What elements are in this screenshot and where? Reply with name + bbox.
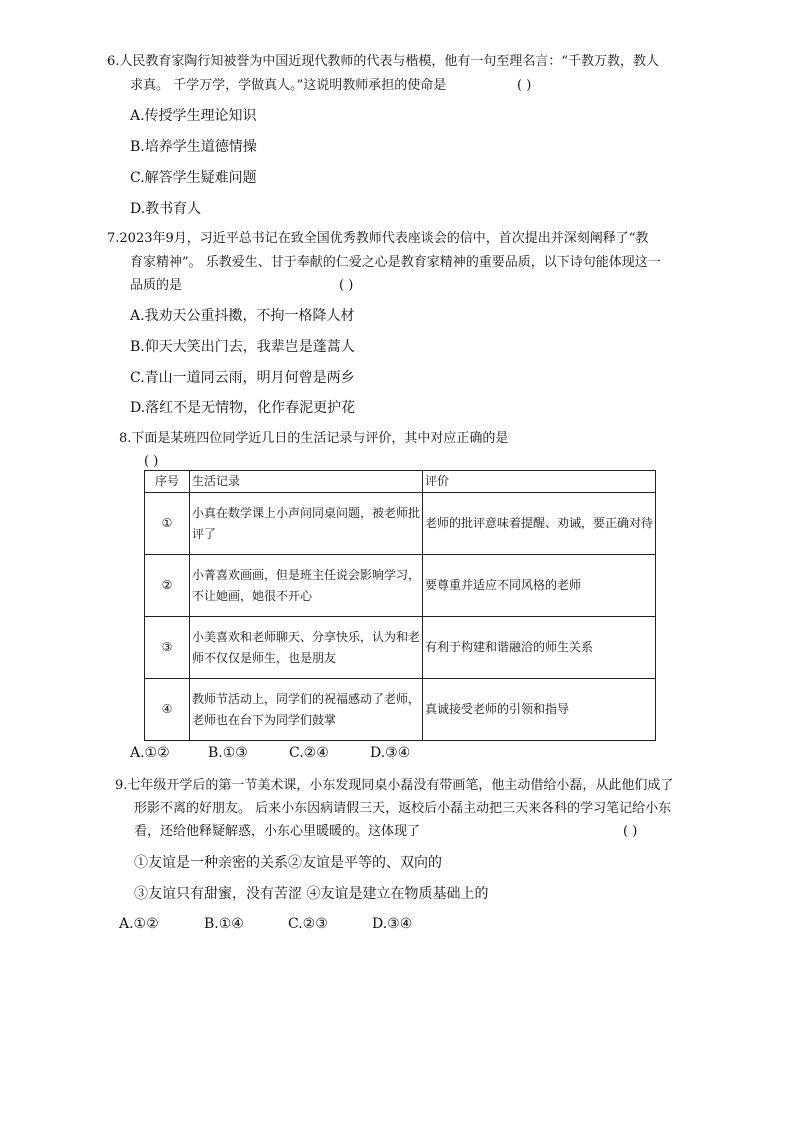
table-row xyxy=(145,679,656,741)
row-index: ② xyxy=(145,555,190,617)
row-index: ④ xyxy=(145,679,190,741)
q7-option-c: C.青山一道同云雨，明月何曾是两乡 xyxy=(130,370,355,386)
q9-statements-line1: ①友谊是一种亲密的关系②友谊是平等的、双向的 xyxy=(134,855,442,871)
table-row xyxy=(145,617,656,679)
q8-choice-d: D.③④ xyxy=(370,745,411,761)
q8-choice-a: A.①② xyxy=(130,745,170,761)
q7-stem-line2: 育家精神”。 乐教爱生、甘于奉献的仁爱之心是教育家精神的重要品质，以下诗句能体现这一 xyxy=(130,255,661,270)
row-record: 教师节活动上，同学们的祝福感动了老师，老师也在台下为同学们鼓掌 xyxy=(190,679,423,741)
q8-choice-b: B.①③ xyxy=(208,745,248,761)
row-index: ③ xyxy=(145,617,190,679)
q6-answer-bracket: ( ) xyxy=(517,78,532,93)
row-index: ① xyxy=(145,493,190,555)
table-row xyxy=(145,493,656,555)
q6-stem-line2: 求真。 千学万学，学做真人。”这说明教师承担的使命是 xyxy=(130,78,447,93)
table-row xyxy=(145,555,656,617)
q9-answer-bracket: ( ) xyxy=(623,824,638,839)
q9-stem-line2: 形影不离的好朋友。 后来小东因病请假三天，返校后小磊主动把三天来各科的学习笔记给小东 xyxy=(134,801,672,816)
q9-stem-line1: 9.七年级开学后的第一节美术课，小东发现同桌小磊没有带画笔，他主动借给小磊，从此他们成了 xyxy=(115,778,674,793)
q9-choice-a: A.①② xyxy=(119,916,159,932)
header-index: 序号 xyxy=(145,471,190,493)
q8-stem: 8.下面是某班四位同学近几日的生活记录与评价，其中对应正确的是 xyxy=(119,431,509,446)
q9-choice-d: D.③④ xyxy=(372,916,413,932)
q7-option-b: B.仰天大笑出门去，我辈岂是蓬蒿人 xyxy=(130,339,355,355)
row-evaluation: 真诚接受老师的引领和指导 xyxy=(423,679,656,741)
q9-choice-b: B.①④ xyxy=(204,916,244,932)
q7-option-a: A.我劝天公重抖擞，不拘一格降人材 xyxy=(130,308,355,324)
q8-answer-bracket: ( ) xyxy=(144,454,159,469)
row-record: 小真在数学课上小声问同桌问题，被老师批评了 xyxy=(190,493,423,555)
q9-choice-c: C.②③ xyxy=(288,916,328,932)
q9-stem-line3: 看，还给他释疑解惑，小东心里暖暖的。这体现了 xyxy=(134,824,421,839)
row-record: 小美喜欢和老师聊天、分享快乐，认为和老师不仅仅是师生，也是朋友 xyxy=(190,617,423,679)
q6-option-c: C.解答学生疑难问题 xyxy=(130,170,257,186)
row-record: 小菁喜欢画画，但是班主任说会影响学习，不让她画，她很不开心 xyxy=(190,555,423,617)
row-evaluation: 老师的批评意味着提醒、劝诫，要正确对待 xyxy=(423,493,656,555)
q7-answer-bracket: ( ) xyxy=(339,278,354,293)
row-evaluation: 有利于构建和谐融洽的师生关系 xyxy=(423,617,656,679)
q6-option-d: D.教书育人 xyxy=(130,201,202,217)
table-header-row xyxy=(145,471,656,493)
q6-option-a: A.传授学生理论知识 xyxy=(130,108,257,124)
q9-statements-line2: ③友谊只有甜蜜，没有苦涩 ④友谊是建立在物质基础上的 xyxy=(134,886,489,902)
header-evaluation: 评价 xyxy=(423,471,656,493)
q6-option-b: B.培养学生道德情操 xyxy=(130,139,257,155)
row-evaluation: 要尊重并适应不同风格的老师 xyxy=(423,555,656,617)
q7-stem-line3: 品质的是 xyxy=(130,278,183,293)
q7-option-d: D.落红不是无情物，化作春泥更护花 xyxy=(130,400,356,416)
q8-record-table xyxy=(144,470,656,741)
header-record: 生活记录 xyxy=(190,471,423,493)
q8-choice-c: C.②④ xyxy=(289,745,329,761)
q7-stem-line1: 7.2023年9月，习近平总书记在致全国优秀教师代表座谈会的信中，首次提出并深刻阐释了“教 xyxy=(107,231,649,246)
q6-stem-line1: 6.人民教育家陶行知被誉为中国近现代教师的代表与楷模，他有一句至理名言：“千教万教，教人 xyxy=(107,54,660,69)
